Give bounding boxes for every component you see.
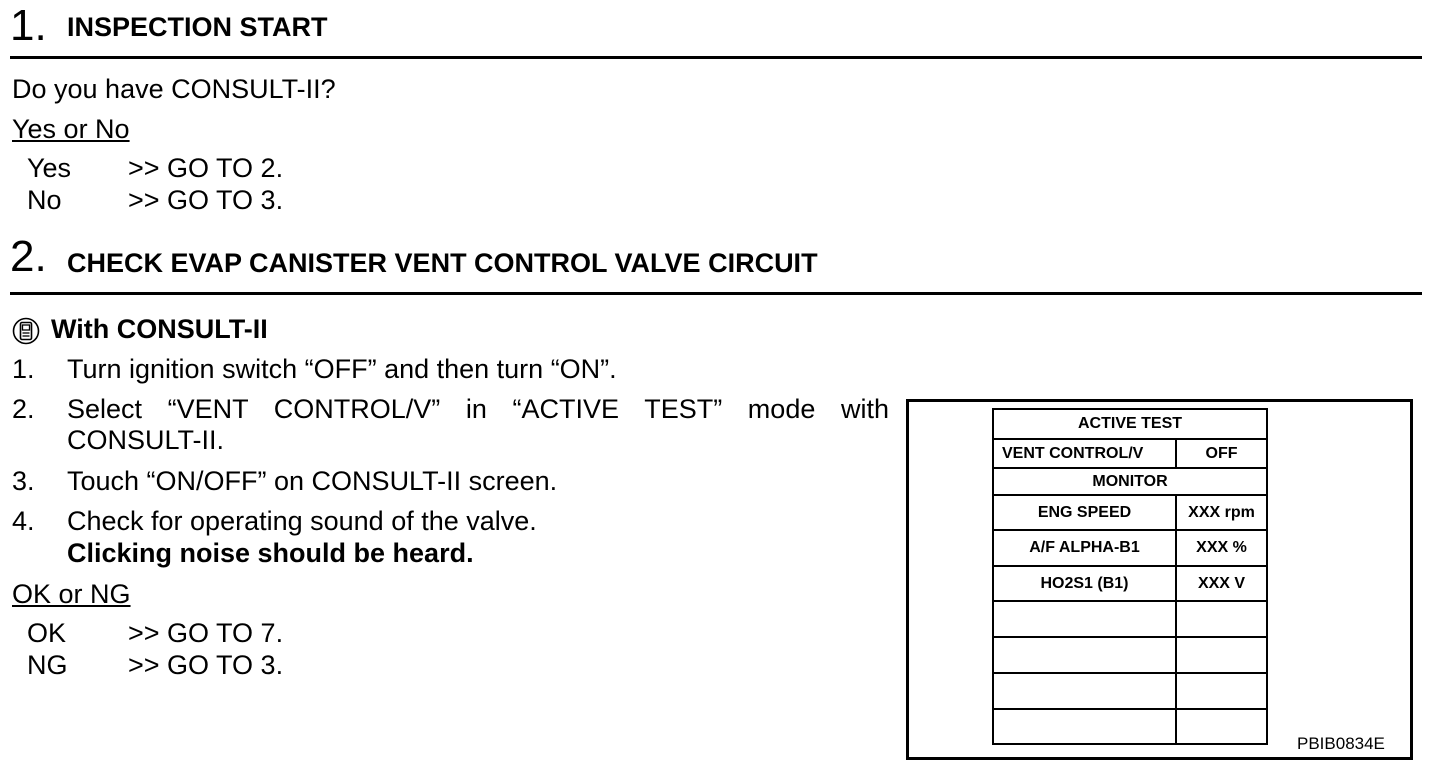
list-item-number: 3. [12,466,35,496]
figure-code: PBIB0834E [1297,734,1385,753]
step-1-number: 1. [10,1,47,50]
step-1-question: Do you have CONSULT-II? [12,74,336,104]
empty-cell [1176,601,1267,637]
list-item-text: Check for operating sound of the valve. [67,506,537,536]
list-item-number: 4. [12,506,35,536]
answer-ng-key: NG [27,650,68,680]
empty-cell [1176,637,1267,673]
answer-ok-action: >> GO TO 7. [128,618,284,648]
test-item-value: OFF [1176,439,1267,468]
monitor-row-value: XXX rpm [1176,495,1267,530]
empty-cell [993,637,1176,673]
step-2-number: 2. [10,232,47,281]
step-2-choice-label: OK or NG [12,579,131,609]
list-item-text-continued: CONSULT-II. [67,425,225,455]
step-1-title: INSPECTION START [67,12,328,42]
expected-result: Clicking noise should be heard. [67,538,474,568]
empty-cell [993,673,1176,709]
test-item-name: VENT CONTROL/V [993,439,1176,468]
answer-ok-key: OK [27,618,67,648]
answer-yes-action: >> GO TO 2. [128,153,284,183]
monitor-row-name: HO2S1 (B1) [993,566,1176,601]
monitor-row-value: XXX V [1176,566,1267,601]
step-2-title: CHECK EVAP CANISTER VENT CONTROL VALVE CIRCUIT [67,248,818,278]
answer-no-key: No [27,185,62,215]
empty-cell [993,601,1176,637]
divider [10,292,1422,295]
answer-ng-action: >> GO TO 3. [128,650,284,680]
consult-screen-table [992,408,1268,745]
divider [10,56,1422,59]
consult-heading: With CONSULT-II [51,314,268,344]
step-1-choice-label: Yes or No [12,114,130,144]
empty-cell [1176,673,1267,709]
list-item-text: Select “VENT CONTROL/V” in “ACTIVE TEST” mode with [67,394,889,424]
list-item-number: 2. [12,394,35,424]
list-item-text: Turn ignition switch “OFF” and then turn “ON”. [67,354,617,384]
empty-cell [993,709,1176,744]
monitor-row-name: ENG SPEED [993,495,1176,530]
answer-no-action: >> GO TO 3. [128,185,284,215]
monitor-row-name: A/F ALPHA-B1 [993,530,1176,566]
list-item-number: 1. [12,354,35,384]
active-test-header: ACTIVE TEST [993,409,1267,439]
empty-cell [1176,709,1267,744]
monitor-row-value: XXX % [1176,530,1267,566]
answer-yes-key: Yes [27,153,72,183]
list-item-text: Touch “ON/OFF” on CONSULT-II screen. [67,466,558,496]
monitor-header: MONITOR [993,468,1267,495]
consult-tester-icon [12,317,40,345]
